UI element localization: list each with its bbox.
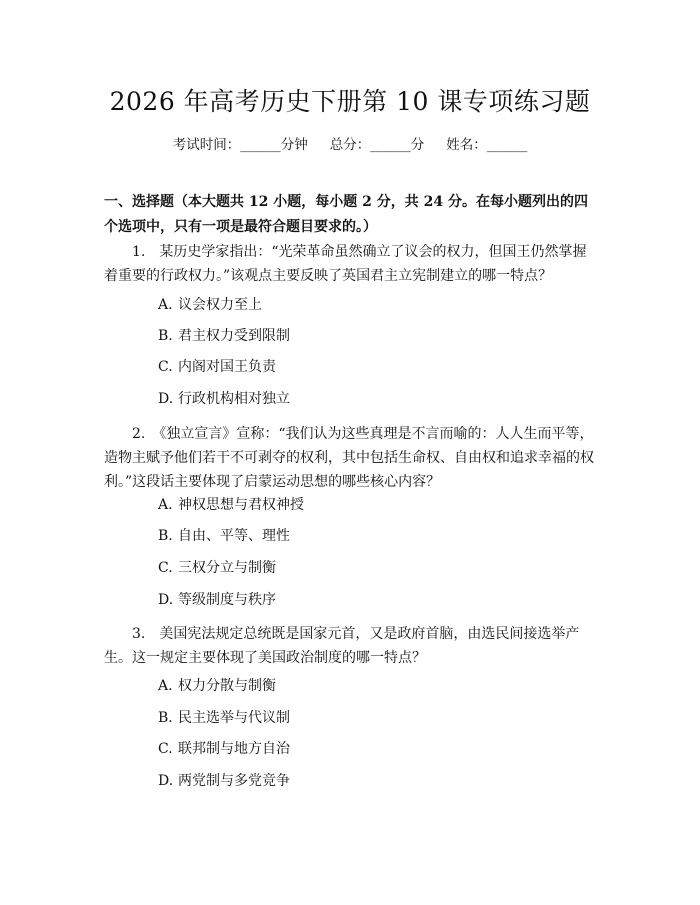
option-text: 自由、平等、理性 [178, 528, 290, 544]
option-letter: B. [158, 710, 173, 726]
question-1-option-b [158, 326, 290, 346]
question-3-option-a [158, 676, 276, 696]
option-letter: C. [158, 359, 173, 375]
option-text: 议会权力至上 [178, 297, 262, 313]
option-text: 联邦制与地方自治 [178, 741, 290, 757]
question-3-option-d [158, 771, 290, 791]
option-text: 等级制度与秩序 [178, 592, 276, 608]
option-letter: D. [158, 391, 174, 407]
option-letter: B. [158, 528, 173, 544]
exam-time-field: 考试时间：______分钟 [172, 137, 308, 153]
option-letter: C. [158, 741, 173, 757]
option-letter: A. [158, 297, 173, 313]
option-letter: A. [158, 678, 173, 694]
option-letter: A. [158, 497, 173, 513]
page-title: 2026 年高考历史下册第 10 课专项练习题 [109, 87, 591, 116]
question-3-option-c [158, 739, 290, 759]
question-2-option-b [158, 526, 290, 546]
question-2-option-a [158, 495, 304, 515]
option-text: 行政机构相对独立 [178, 391, 290, 407]
question-3: 3. 美国宪法规定总统既是国家元首，又是政府首脑，由选民间接选举产生。这一规定主要体现了美国政治制度的哪一特点？ [104, 626, 580, 666]
question-2: 2. 《独立宣言》宣称：“我们认为这些真理是不言而喻的：人人生而平等，造物主赋予他们若干不可剥夺的权利，其中包括生命权、自由权和追求幸福的权利。”这段话主要体现了启蒙运动思想的哪些核心内容？ [104, 426, 594, 490]
student-name-field: 姓名：______ [446, 137, 528, 153]
option-letter: B. [158, 328, 173, 344]
option-text: 民主选举与代议制 [178, 710, 290, 726]
option-text: 两党制与多党竞争 [178, 773, 290, 789]
question-2-option-c [158, 558, 276, 578]
question-1-option-d [158, 389, 290, 409]
question-1-option-a [158, 295, 262, 315]
question-1: 1. 某历史学家指出：“光荣革命虽然确立了议会的权力，但国王仍然掌握着重要的行政权力。”该观点主要反映了英国君主立宪制建立的哪一特点？ [104, 244, 587, 284]
option-letter: C. [158, 560, 173, 576]
question-1-option-c [158, 357, 276, 377]
section-heading: 一、选择题（本大题共 12 小题，每小题 2 分，共 24 分。在每小题列出的四个选项中，只有一项是最符合题目要求的。） [104, 194, 588, 235]
option-letter: D. [158, 773, 174, 789]
option-text: 权力分散与制衡 [178, 678, 276, 694]
option-letter: D. [158, 592, 174, 608]
question-3-option-b [158, 708, 290, 728]
option-text: 神权思想与君权神授 [178, 497, 304, 513]
option-text: 内阁对国王负责 [178, 359, 276, 375]
exam-info-line [0, 133, 700, 153]
option-text: 君主权力受到限制 [178, 328, 290, 344]
question-2-option-d [158, 590, 276, 610]
option-text: 三权分立与制衡 [178, 560, 276, 576]
total-score-field: 总分：______分 [329, 137, 425, 153]
